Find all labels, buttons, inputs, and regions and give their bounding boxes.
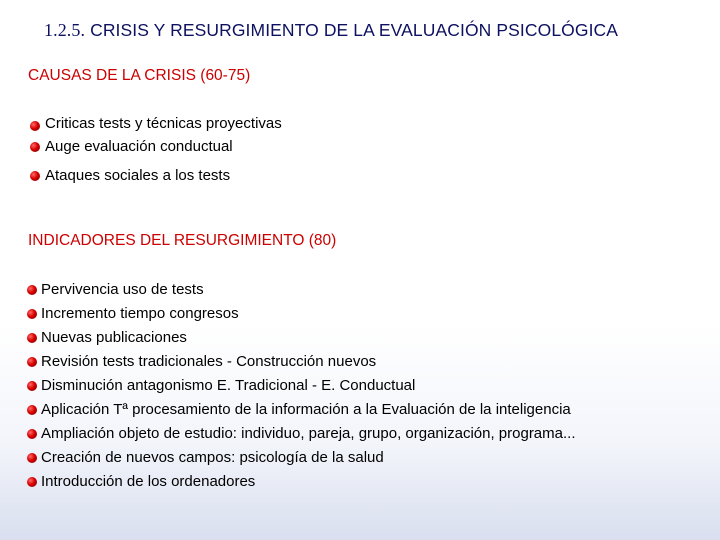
list-item-text: Criticas tests y técnicas proyectivas — [45, 115, 282, 132]
list-item — [27, 350, 576, 374]
bullet-icon — [27, 333, 37, 343]
list-item — [30, 138, 282, 164]
list-item — [30, 114, 282, 138]
list-item-text: Pervivencia uso de tests — [41, 281, 204, 298]
bullet-icon — [27, 309, 37, 319]
list-item-text: Nuevas publicaciones — [41, 329, 187, 346]
bullet-icon — [27, 357, 37, 367]
list-item-text: Auge evaluación conductual — [45, 138, 233, 155]
bullet-icon — [27, 477, 37, 487]
list-item-text: Creación de nuevos campos: psicología de la salud — [41, 449, 384, 466]
list-item — [27, 422, 576, 446]
list-item — [27, 398, 576, 422]
bullet-icon — [27, 381, 37, 391]
list-item-text: Introducción de los ordenadores — [41, 473, 256, 490]
bullet-icon — [27, 405, 37, 415]
list-item-text: Ampliación objeto de estudio: individuo, pareja, grupo, organización, programa... — [41, 425, 576, 442]
bullet-icon — [30, 142, 40, 152]
list-item — [30, 164, 282, 188]
bullet-icon — [27, 285, 37, 295]
list-item — [27, 446, 576, 470]
slide-title — [44, 20, 618, 41]
bullet-icon — [30, 171, 40, 181]
indicadores-list — [27, 278, 576, 494]
list-item — [27, 278, 576, 302]
list-item — [27, 470, 576, 494]
list-item-text: Ataques sociales a los tests — [45, 167, 231, 184]
list-item-text: Revisión tests tradicionales - Construcción nuevos — [41, 353, 377, 370]
list-item-text: Disminución antagonismo E. Tradicional - E. Conductual — [41, 377, 416, 394]
bullet-icon — [27, 453, 37, 463]
bullet-icon — [27, 429, 37, 439]
bullet-icon — [30, 121, 40, 131]
title-number: 1.2.5. — [44, 20, 86, 40]
indicadores-heading: INDICADORES DEL RESURGIMIENTO (80) — [28, 232, 337, 249]
list-item-text: Incremento tiempo congresos — [41, 305, 239, 322]
list-item — [27, 374, 576, 398]
causas-list — [30, 114, 282, 188]
list-item — [27, 302, 576, 326]
list-item-text: Aplicación Tª procesamiento de la información a la Evaluación de la inteligencia — [41, 401, 571, 418]
list-item — [27, 326, 576, 350]
causas-heading: CAUSAS DE LA CRISIS (60-75) — [28, 67, 251, 84]
title-text: CRISIS Y RESURGIMIENTO DE LA EVALUACIÓN PSICOLÓGICA — [90, 20, 619, 40]
